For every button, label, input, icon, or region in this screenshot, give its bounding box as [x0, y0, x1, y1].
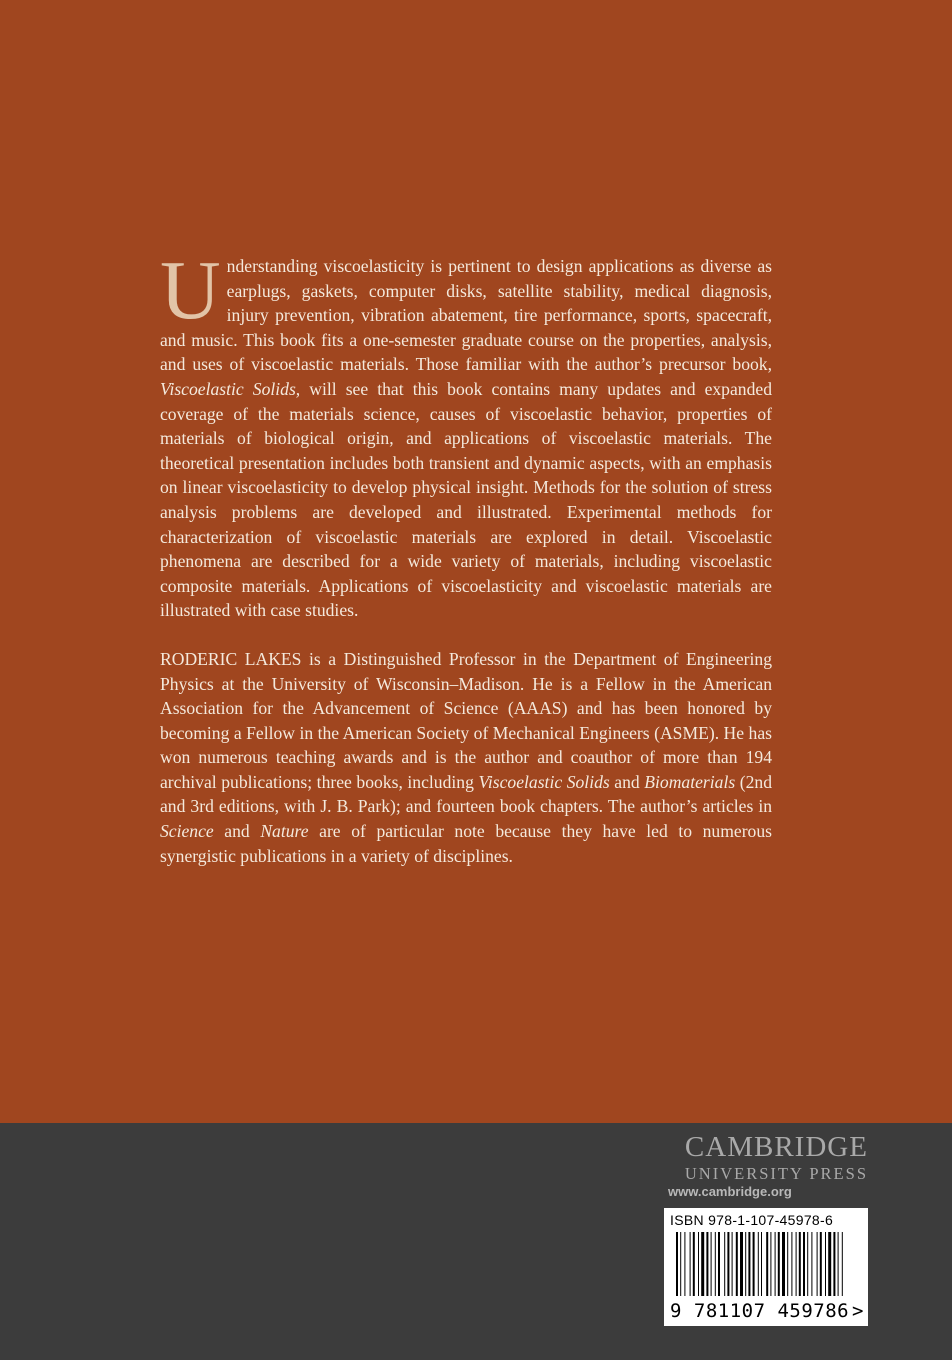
barcode-bar	[766, 1232, 768, 1296]
barcode-bar	[838, 1232, 839, 1296]
author-bio-paragraph: RODERIC LAKES is a Distinguished Professor in the Department of Engineering Physics at the University of Wisconsin–Madison. He is a Fellow in the American Association for the Advancement of Science (AAAS) and has been honored by becoming a Fellow in the American Society of Mechanical Engineers (ASME). He has won numerous teaching awards and is the author and coauthor of more than 194 archival publications; three books, including Viscoelastic Solids and Biomaterials (2nd and 3rd editions, with J. B. Park); and fourteen book chapters. The author’s articles in Science and Nature are of particular note because they have led to numerous synergistic publications in a variety of disciplines.	[160, 648, 773, 866]
barcode-bar	[736, 1232, 738, 1296]
barcode-bar	[680, 1232, 681, 1296]
barcode-arrow: >	[852, 1300, 864, 1322]
barcode-bar	[817, 1232, 818, 1296]
publisher-logo	[685, 1130, 868, 1184]
barcode-bar	[811, 1232, 812, 1296]
barcode-bar	[745, 1232, 746, 1296]
publisher-subname: UNIVERSITY PRESS	[684, 1164, 868, 1183]
barcode-bar	[715, 1232, 716, 1296]
publisher-url[interactable]: www.cambridge.org	[668, 1184, 792, 1199]
barcode-bar	[833, 1232, 835, 1296]
barcode-bar	[732, 1232, 733, 1296]
barcode-bar	[740, 1232, 743, 1296]
barcode-digits: 9 781107 459786	[670, 1300, 850, 1322]
barcode-bar	[778, 1232, 780, 1296]
barcode-bar	[807, 1232, 808, 1296]
barcode-bar	[758, 1232, 759, 1296]
barcode-icon	[676, 1232, 846, 1298]
barcode-bar	[701, 1232, 704, 1296]
barcode-bar	[693, 1232, 695, 1296]
barcode-bar	[698, 1232, 699, 1296]
barcode-bar	[791, 1232, 792, 1296]
drop-cap: U	[160, 244, 221, 337]
publisher-name: CAMBRIDGE	[684, 1131, 868, 1163]
barcode-bar	[796, 1232, 797, 1296]
barcode-bar	[803, 1232, 805, 1296]
barcode-bar	[761, 1232, 762, 1296]
barcode-bar	[676, 1232, 678, 1296]
barcode-bar	[782, 1232, 785, 1296]
barcode-bar	[799, 1232, 801, 1296]
barcode-bar	[711, 1232, 712, 1296]
barcode-bar	[727, 1232, 729, 1296]
barcode-bar	[718, 1232, 720, 1296]
barcode-bar	[825, 1232, 826, 1296]
barcode-bar	[690, 1232, 691, 1296]
barcode-bar	[820, 1232, 822, 1296]
barcode-bar	[753, 1232, 755, 1296]
barcode-bar	[770, 1232, 771, 1296]
barcode-bar	[787, 1232, 788, 1296]
barcode-bar	[684, 1232, 685, 1296]
barcode-bar	[828, 1232, 831, 1296]
barcode-bar	[748, 1232, 750, 1296]
description-paragraph: Understanding viscoelasticity is pertinent to design applications as diverse as earplugs, gaskets, computer disks, satellite stability, medical diagnosis, injury prevention, vibration abatement, tire performance, sports, spacecraft, and music. This book fits a one-semester graduate course on the properties, analysis, and uses of viscoelastic materials. Those familiar with the author’s precursor book, Viscoelastic Solids, will see that this book contains many updates and expanded coverage of the materials science, causes of viscoelastic behavior, properties of materials of biological origin, and applications of viscoelastic materials. The theoretical presentation includes both transient and dynamic aspects, with an emphasis on linear viscoelasticity to develop physical insight. Methods for the solution of stress analysis problems are developed and illustrated. Experimental methods for characterization of viscoelastic materials are explored in detail. Viscoelastic phenomena are described for a wide variety of materials, including viscoelastic composite materials. Applications of viscoelasticity and viscoelastic materials are illustrated with case studies.	[160, 244, 772, 621]
barcode-bar	[842, 1232, 843, 1296]
back-cover-blurb	[160, 244, 773, 868]
isbn-label: ISBN 978-1-107-45978-6	[670, 1212, 834, 1228]
barcode-bar	[706, 1232, 708, 1296]
barcode-bar	[775, 1232, 776, 1296]
barcode-bar	[724, 1232, 725, 1296]
